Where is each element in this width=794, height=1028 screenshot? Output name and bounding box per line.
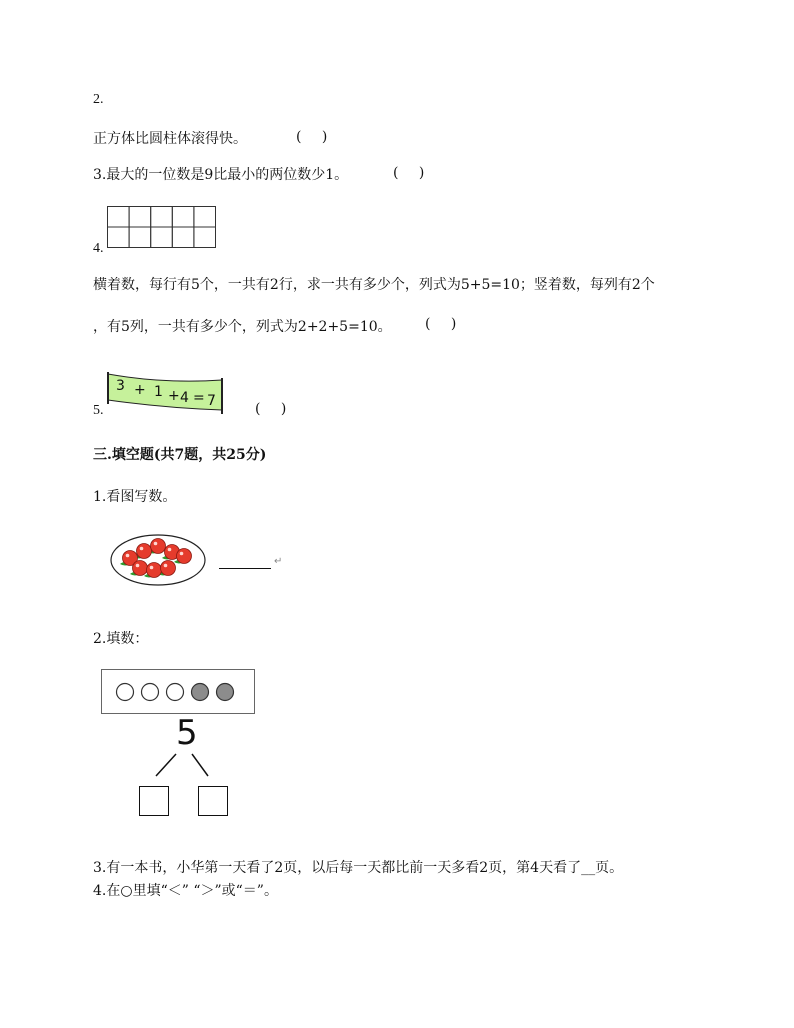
grid-cell (194, 207, 216, 228)
total-number: 5 (176, 713, 198, 753)
fruit-highlight (136, 564, 140, 568)
question-4-line-1: 横着数，每行有5个，一共有2行，求一共有多少个，列式为5+5=10；竖着数，每列有2个 (93, 277, 655, 293)
fruit-shape (151, 539, 166, 554)
answer-blank-line[interactable] (219, 558, 271, 569)
empty-circle (117, 684, 134, 701)
grid-cell (129, 227, 151, 248)
fruit-highlight (154, 542, 158, 546)
fruit-shape (137, 544, 152, 559)
grid-cell (172, 207, 194, 228)
question-4-answer-paren[interactable]: ( ) (425, 316, 465, 332)
banner-token-2: + (134, 382, 146, 398)
question-5-number: 5. (93, 403, 104, 418)
fruit-shape (161, 561, 176, 576)
dot-grid-figure (107, 206, 217, 248)
grid-cell (151, 227, 173, 248)
equation-banner (104, 370, 226, 416)
fruit-plate-figure (108, 532, 208, 588)
grid-cell (108, 227, 130, 248)
question-2-text: 正方体比圆柱体滚得快。 (93, 131, 247, 147)
fruit-shape (133, 561, 148, 576)
section-heading: 三.填空题(共7题，共25分) (93, 447, 267, 463)
question-2-answer-paren[interactable]: ( ) (296, 129, 336, 145)
fill-question-1-text: 1.看图写数。 (93, 489, 177, 505)
question-2-number: 2. (93, 92, 104, 107)
split-lines (150, 752, 212, 778)
fruit-shape (177, 549, 192, 564)
grid-cell (194, 227, 216, 248)
empty-circle (142, 684, 159, 701)
question-3-text: 3.最大的一位数是9比最小的两位数少1。 (93, 167, 349, 183)
filled-circle (192, 684, 209, 701)
fruit-highlight (140, 547, 144, 551)
banner-token-6: = (193, 390, 205, 406)
counter-circles-box (101, 669, 255, 715)
answer-box-left[interactable] (139, 786, 169, 816)
grid-cell (172, 227, 194, 248)
question-4-number: 4. (93, 241, 104, 256)
fruit-shape (147, 563, 162, 578)
fill-question-4-text: 4.在○里填“＜” “＞”或“＝”。 (93, 883, 278, 899)
fill-question-3-text: 3.有一本书，小华第一天看了2页，以后每一天都比前一天多看2页，第4天看了__页。 (93, 860, 624, 876)
banner-token-1: 3 (116, 378, 125, 394)
grid-cell (151, 207, 173, 228)
fruit-highlight (164, 564, 168, 568)
question-4-line-2: ，有5列，一共有多少个，列式为2+2+5=10。 (93, 319, 392, 335)
fill-question-2-text: 2.填数： (93, 631, 149, 647)
banner-token-7: 7 (207, 393, 216, 409)
question-3-answer-paren[interactable]: ( ) (393, 165, 433, 181)
fruit-highlight (180, 552, 184, 556)
banner-token-3: 1 (154, 384, 163, 400)
grid-cell (129, 207, 151, 228)
fruit-highlight (168, 548, 172, 552)
fruit-highlight (126, 554, 130, 558)
banner-token-4: + (168, 388, 180, 404)
grid-cell (108, 207, 130, 228)
empty-circle (167, 684, 184, 701)
filled-circle (217, 684, 234, 701)
fruit-highlight (150, 566, 154, 570)
answer-box-right[interactable] (198, 786, 228, 816)
paragraph-mark: ↵ (274, 556, 283, 567)
question-5-answer-paren[interactable]: ( ) (255, 401, 295, 417)
banner-token-5: 4 (180, 390, 189, 406)
